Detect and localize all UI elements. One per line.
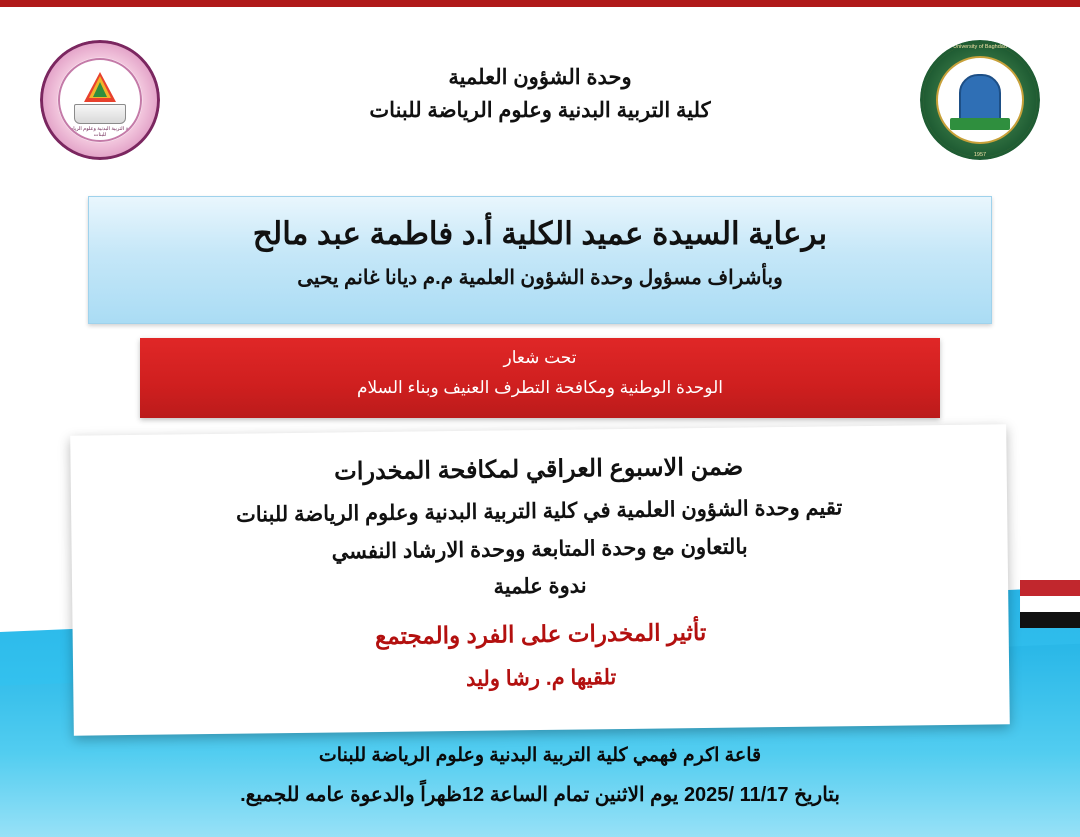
footer-venue: قاعة اكرم فهمي كلية التربية البدنية وعلوم الرياضة للبنات	[318, 744, 762, 766]
flag-strip-black	[1020, 612, 1080, 628]
top-red-bar	[0, 0, 1080, 7]
university-logo-caption-bottom: 1957	[973, 152, 987, 158]
main-content-body	[70, 424, 1010, 735]
slogan-text: الوحدة الوطنية ومكافحة التطرف العنيف وبناء السلام	[357, 378, 723, 397]
body-line-4: ندوة علمية	[493, 574, 587, 599]
footer-datetime: بتاريخ 11/17 /2025 يوم الاثنين تمام الساعة 12ظهراً والدعوة عامه للجميع.	[240, 784, 840, 806]
slogan-label: تحت شعار	[503, 348, 577, 367]
flag-strip-white	[1020, 596, 1080, 612]
patronage-box	[88, 196, 992, 324]
patronage-dean-line: برعاية السيدة عميد الكلية أ.د فاطمة عبد مالح	[252, 216, 828, 251]
top-white-strip	[0, 7, 1080, 11]
college-logo-caption: كلية التربية البدنية وعلوم الرياضة للبنات	[66, 126, 134, 138]
poster-header	[0, 62, 1080, 127]
header-line-2: كلية التربية البدنية وعلوم الرياضة للبنات	[369, 98, 711, 122]
university-logo-caption-top: University of Baghdad	[953, 44, 1007, 50]
seminar-presenter: تلقيها م. رشا وليد	[465, 665, 617, 691]
header-line-1: وحدة الشؤون العلمية	[448, 66, 632, 89]
body-line-2: تقيم وحدة الشؤون العلمية في كلية التربية البدنية وعلوم الرياضة للبنات	[235, 496, 843, 527]
flag-strip-red	[1020, 580, 1080, 596]
body-line-1: ضمن الاسبوع العراقي لمكافحة المخدرات	[334, 453, 744, 486]
slogan-banner	[140, 338, 940, 418]
patronage-supervisor-line: وبأشراف مسؤول وحدة الشؤون العلمية م.م ديانا غانم يحيى	[297, 266, 783, 289]
body-line-3: بالتعاون مع وحدة المتابعة ووحدة الارشاد النفسي	[331, 534, 748, 564]
poster-footer	[0, 741, 1080, 811]
seminar-title: تأثير المخدرات على الفرد والمجتمع	[374, 618, 707, 649]
